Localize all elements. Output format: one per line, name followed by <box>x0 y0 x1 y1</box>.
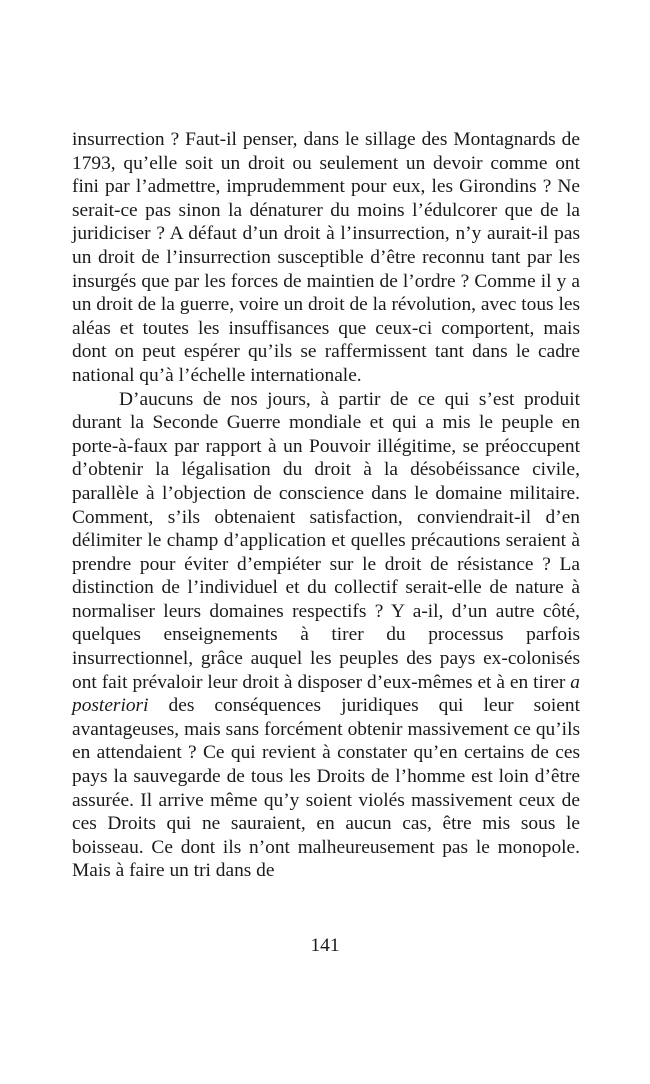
page-number: 141 <box>310 935 340 956</box>
paragraph-1-text: insurrection ? Faut-il penser, dans le sillage des Montagnards de 1793, qu’elle soit un droit ou seulement un devoir comme ont fini par l’admettre, imprudemment pour eux, les Girondins ? Ne serait-ce pas sinon la dénaturer du moins l’édulcorer que de la juridiciser ? A défaut d’un droit à l’insurrection, n’y aurait-il pas un droit de l’insurrection susceptible d’être reconnu tant par les insurgés que par les forces de maintien de l’ordre ? Comme il y a un droit de la guerre, voire un droit de la révolution, avec tous les aléas et toutes les insuffisances que ceux-ci comportent, mais dont on peut espérer qu’ils se raffermissent tant dans le cadre national qu’à l’échelle internationale. <box>72 129 580 386</box>
paragraph-2-text-start: D’aucuns de nos jours, à partir de ce qui s’est produit durant la Seconde Guerre mondiale et qui a mis le peuple en porte-à-faux par rapport à un Pouvoir illégitime, se préoccupent d’obtenir la légalisation du droit à la désobéissance civile, parallèle à l’objection de conscience dans le domaine militaire. Comment, s’ils obtenaient satisfaction, conviendrait-il d’en délimiter le champ d’application et quelles précautions seraient à prendre pour éviter d’empiéter sur le droit de résistance ? La distinction de l’individuel et du collectif serait-elle de nature à normaliser leurs domaines respectifs ? Y a-il, d’un autre côté, quelques enseignements à tirer du processus parfois insurrectionnel, grâce auquel les peuples des pays ex-colonisés ont fait prévaloir leur droit à disposer d’eux-mêmes et à en tirer <box>72 388 580 693</box>
paragraph-2 <box>72 388 580 883</box>
page-body <box>72 128 580 883</box>
paragraph-2-italic-term: a posteriori <box>72 671 580 717</box>
paragraph-1 <box>72 128 580 388</box>
paragraph-2-text-end: des conséquences juridiques qui leur soient avantageuses, mais sans forcément obtenir massivement ce qu’ils en attendaient ? Ce qui revient à constater qu’en certains de ces pays la sauvegarde de tous les Droits de l’homme est loin d’être assurée. Il arrive même qu’y soient violés massivement ceux de ces Droits qui ne sauraient, en aucun cas, être mis sous le boisseau. Ce dont ils n’ont malheureusement pas le monopole. Mais à faire un tri dans de <box>72 695 580 882</box>
